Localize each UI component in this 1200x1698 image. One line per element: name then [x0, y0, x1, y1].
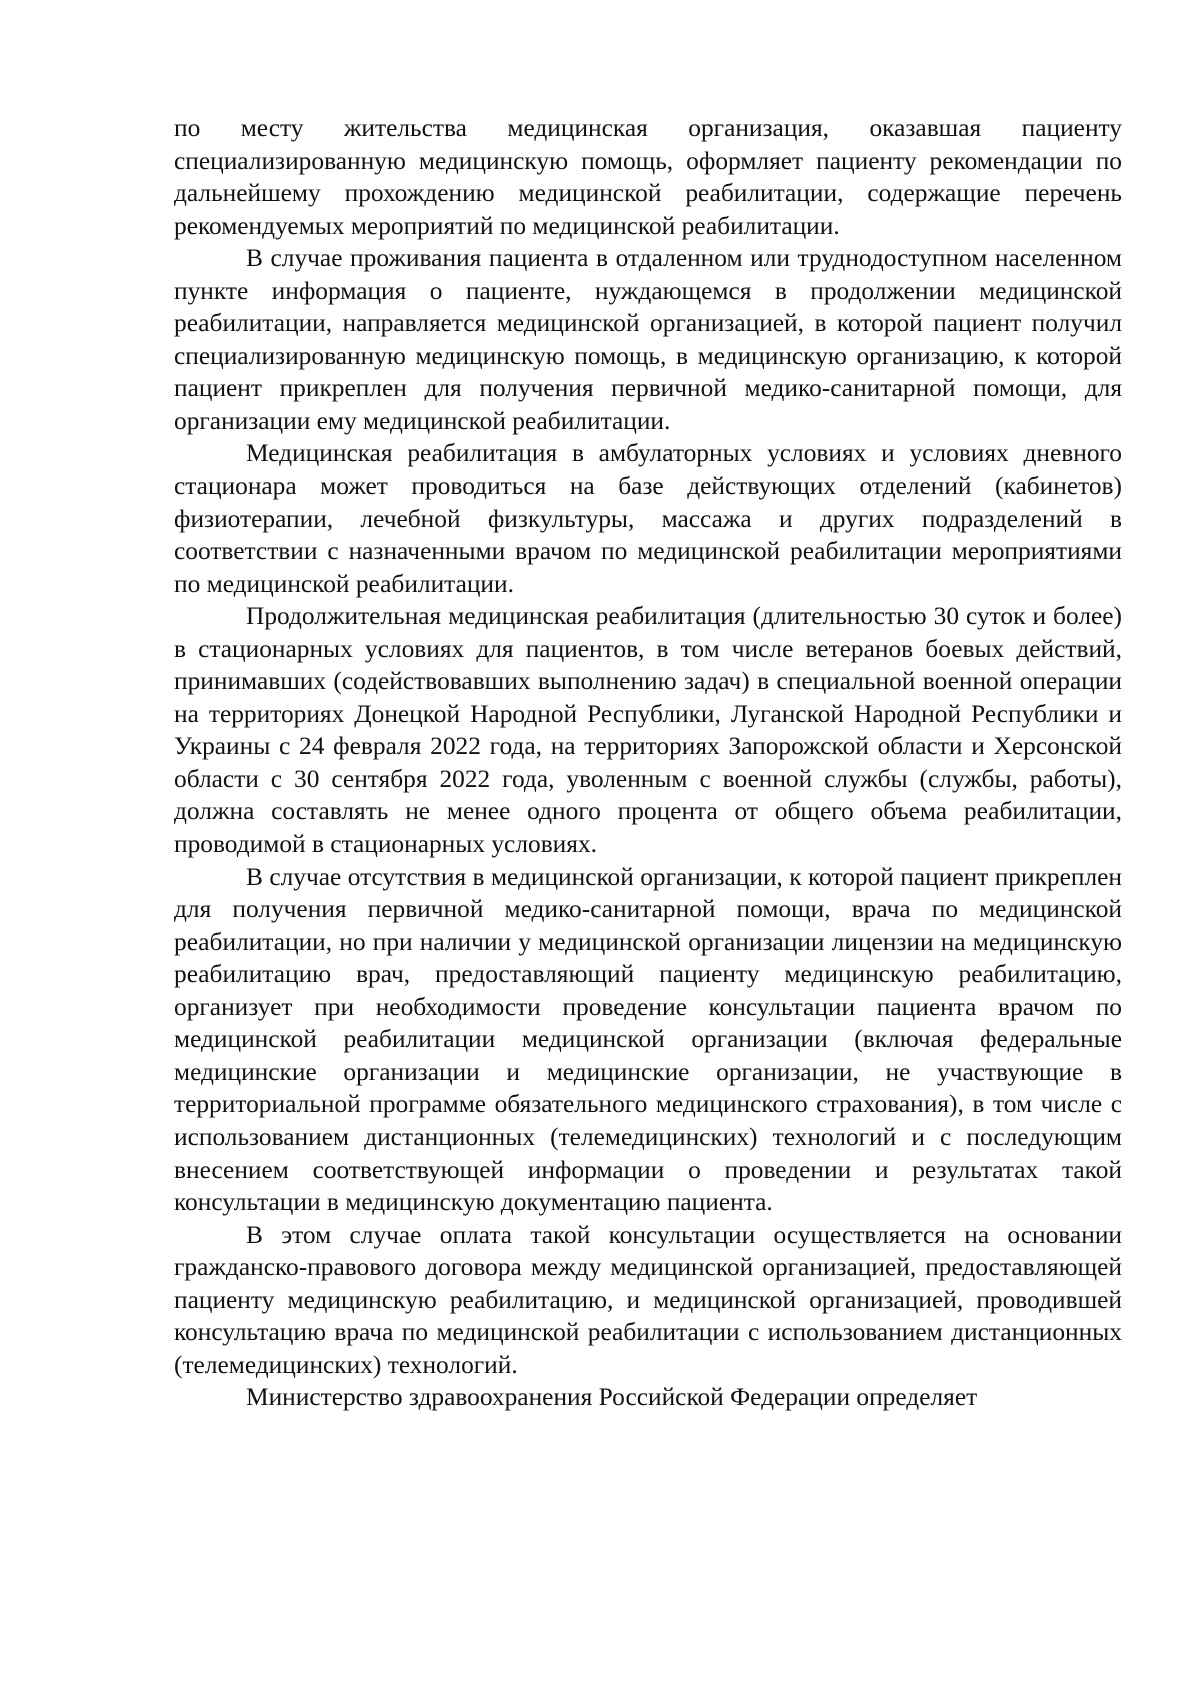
paragraph-continuation: по месту жительства медицинская организация, оказавшая пациенту специализированную медицинскую помощь, оформляет пациенту рекомендации по дальнейшему прохождению медицинской реабилитации, содержащие перечень рекомендуемых мероприятий по медицинской реабилитации.	[174, 114, 1122, 240]
paragraph-remote-residence: В случае проживания пациента в отдаленном или труднодоступном населенном пункте информация о пациенте, нуждающемся в продолжении медицинской реабилитации, направляется медицинской организацией, в которой пациент получил специализированную медицинскую помощь, в медицинскую организацию, к которой пациент прикреплен для получения первичной медико-санитарной помощи, для организации ему медицинской реабилитации.	[174, 244, 1122, 435]
paragraph-long-term-rehabilitation: Продолжительная медицинская реабилитация (длительностью 30 суток и более) в стационарных условиях для пациентов, в том числе ветеранов боевых действий, принимавших (содействовавших выполнению задач) в специальной военной операции на территориях Донецкой Народной Республики, Луганской Народной Республики и Украины с 24 февраля 2022 года, на территориях Запорожской области и Херсонской области с 30 сентября 2022 года, уволенным с военной службы (службы, работы), должна составлять не менее одного процента от общего объема реабилитации, проводимой в стационарных условиях.	[174, 602, 1122, 859]
paragraph-ministry: Министерство здравоохранения Российской Федерации определяет	[246, 1383, 978, 1412]
paragraph-consultation: В случае отсутствия в медицинской организации, к которой пациент прикреплен для получения первичной медико-санитарной помощи, врача по медицинской реабилитации, но при наличии у медицинской организации лицензии на медицинскую реабилитацию врач, предоставляющий пациенту медицинскую реабилитацию, организует при необходимости проведение консультации пациента врачом по медицинской реабилитации медицинской организации (включая федеральные медицинские организации и медицинские организации, не участвующие в территориальной программе обязательного медицинского страхования), в том числе с использованием дистанционных (телемедицинских) технологий и с последующим внесением соответствующей информации о проведении и результатах такой консультации в медицинскую документацию пациента.	[174, 862, 1122, 1217]
document-body	[174, 112, 1122, 1414]
paragraph-payment: В этом случае оплата такой консультации осуществляется на основании гражданско-правового договора между медицинской организацией, предоставляющей пациенту медицинскую реабилитацию, и медицинской организацией, проводившей консультацию врача по медицинской реабилитации с использованием дистанционных (телемедицинских) технологий.	[174, 1220, 1122, 1379]
paragraph-outpatient-rehabilitation: Медицинская реабилитация в амбулаторных условиях и условиях дневного стационара может проводиться на базе действующих отделений (кабинетов) физиотерапии, лечебной физкультуры, массажа и других подразделений в соответствии с назначенными врачом по медицинской реабилитации мероприятиями по медицинской реабилитации.	[174, 439, 1122, 598]
